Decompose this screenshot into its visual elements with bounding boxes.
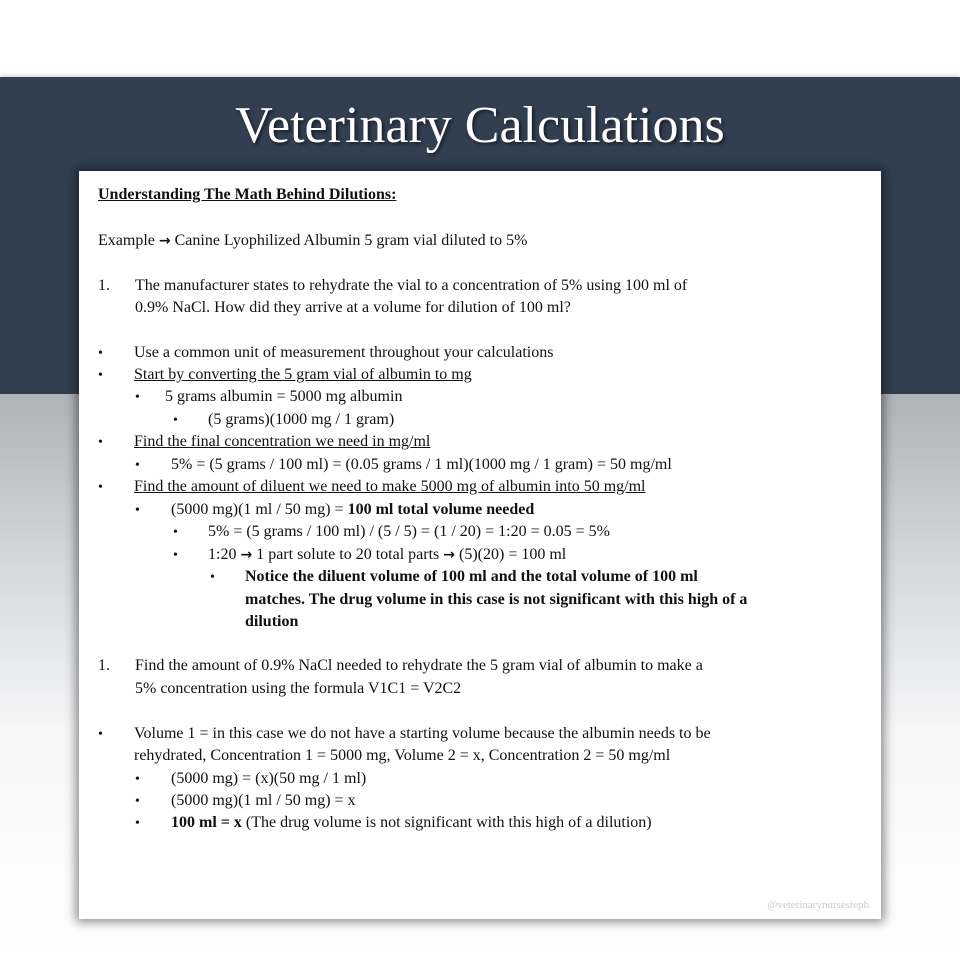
bullet-icon: •	[135, 390, 140, 405]
formula-eq3-normal: (The drug volume is not significant with this high of a dilution)	[241, 814, 652, 831]
parts-text: 1 part solute to 20 total parts	[256, 546, 440, 563]
bullet-icon: •	[135, 794, 140, 809]
formula-eq1: (5000 mg) = (x)(50 mg / 1 ml)	[171, 770, 367, 787]
bullet-icon: •	[98, 435, 103, 450]
step-convert-sub2: (5 grams)(1000 mg / 1 gram)	[208, 411, 395, 428]
step-final-conc: Find the final concentration we need in mg/ml	[134, 433, 431, 450]
bullet-icon: •	[135, 816, 140, 831]
bullet-icon: •	[135, 503, 140, 518]
section-heading: Understanding The Math Behind Dilutions:	[98, 186, 397, 203]
list-number: 1.	[98, 657, 110, 674]
step-final-conc-sub: 5% = (5 grams / 100 ml) = (0.05 grams / 1 ml)(1000 mg / 1 gram) = 50 mg/ml	[171, 456, 672, 473]
right-arrow-icon: →	[443, 547, 455, 563]
formula-line1: Volume 1 = in this case we do not have a starting volume because the albumin needs to be	[134, 725, 711, 742]
formula-eq3-bold: 100 ml = x	[171, 814, 242, 831]
step-parts	[208, 544, 566, 566]
item2-line2: 5% concentration using the formula V1C1 = V2C2	[135, 680, 462, 697]
parts-ratio: 1:20	[208, 546, 237, 563]
item2-line1: Find the amount of 0.9% NaCl needed to rehydrate the 5 gram vial of albumin to make a	[135, 657, 703, 674]
item1-line1: The manufacturer states to rehydrate the vial to a concentration of 5% using 100 ml of	[135, 277, 688, 294]
bullet-icon: •	[135, 772, 140, 787]
bullet-icon: •	[98, 346, 103, 361]
content-card	[79, 171, 881, 919]
notice-line1: Notice the diluent volume of 100 ml and the total volume of 100 ml	[245, 568, 698, 585]
parts-result: (5)(20) = 100 ml	[459, 546, 567, 563]
list-number: 1.	[98, 277, 110, 294]
example-line	[98, 230, 527, 252]
bullet-icon: •	[98, 727, 103, 742]
bullet-icon: •	[210, 570, 215, 585]
bullet-icon: •	[135, 458, 140, 473]
step-convert: Start by converting the 5 gram vial of albumin to mg	[134, 366, 472, 383]
step-diluent: Find the amount of diluent we need to make 5000 mg of albumin into 50 mg/ml	[134, 478, 646, 495]
item1-line2: 0.9% NaCl. How did they arrive at a volume for dilution of 100 ml?	[135, 299, 571, 316]
example-prefix: Example	[98, 232, 155, 249]
step-convert-sub: 5 grams albumin = 5000 mg albumin	[165, 388, 403, 405]
watermark: @veterinarynursesteph	[767, 899, 869, 911]
formula-eq2: (5000 mg)(1 ml / 50 mg) = x	[171, 792, 356, 809]
step-ratio: 5% = (5 grams / 100 ml) / (5 / 5) = (1 / 20) = 1:20 = 0.05 = 5%	[208, 523, 610, 540]
example-text: Canine Lyophilized Albumin 5 gram vial diluted to 5%	[174, 232, 528, 249]
bullet-icon: •	[173, 548, 178, 563]
right-arrow-icon: →	[240, 547, 253, 563]
notice-line3: dilution	[245, 613, 299, 630]
diluent-sub-normal: (5000 mg)(1 ml / 50 mg) =	[171, 501, 348, 518]
bullet-icon: •	[98, 480, 103, 495]
diluent-sub-bold: 100 ml total volume needed	[347, 501, 535, 518]
formula-eq3	[171, 812, 652, 834]
notice-line2: matches. The drug volume in this case is not significant with this high of a	[245, 591, 748, 608]
step-diluent-sub	[171, 499, 534, 521]
formula-line2: rehydrated, Concentration 1 = 5000 mg, Volume 2 = x, Concentration 2 = 50 mg/ml	[134, 747, 671, 764]
step-common-unit: Use a common unit of measurement throughout your calculations	[134, 344, 554, 361]
page-title: Veterinary Calculations	[235, 97, 725, 154]
right-arrow-icon: →	[158, 233, 171, 249]
bullet-icon: •	[173, 413, 178, 428]
bullet-icon: •	[173, 525, 178, 540]
bullet-icon: •	[98, 368, 103, 383]
